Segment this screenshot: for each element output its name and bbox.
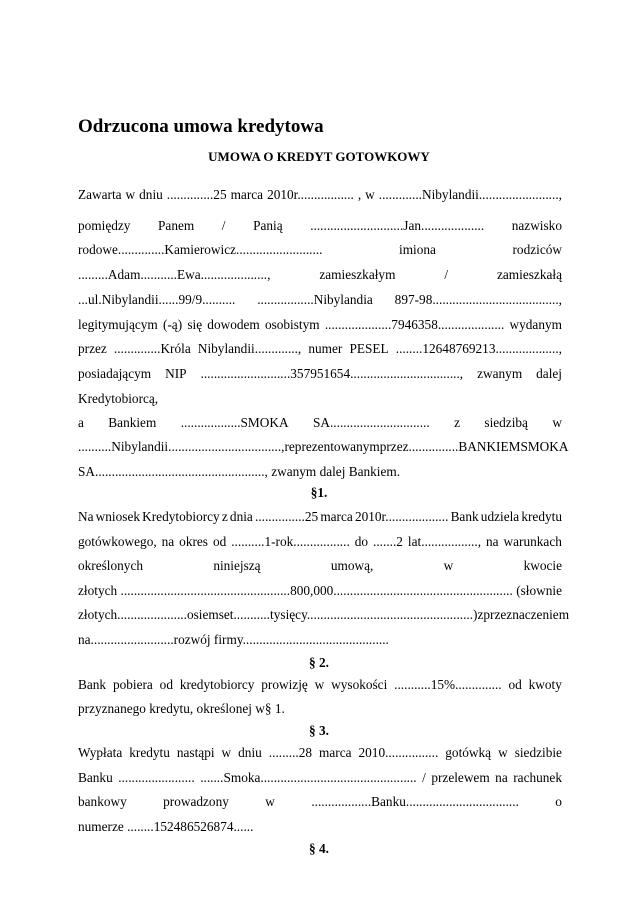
body-word: przez [379, 439, 409, 454]
body-word: kredytu [129, 745, 170, 760]
body-word: dalej [319, 464, 346, 479]
agreement-heading: UMOWA O KREDYT GOTOWKOWY [208, 149, 430, 164]
body-word: Kredytobiorcą, [78, 391, 159, 406]
body-word: umową, [330, 558, 374, 573]
body-word: kwoty [528, 677, 562, 692]
body-line [78, 265, 562, 285]
body-word: gotówką [445, 745, 492, 760]
body-word: z [477, 607, 484, 622]
body-word: 2010................ [358, 745, 439, 760]
body-word: dniu [238, 745, 262, 760]
body-word: zwanym [271, 464, 317, 479]
body-word: ...............BANKIEM [408, 439, 521, 454]
body-word: udziela [480, 509, 520, 524]
body-word: zamieszkałym [319, 267, 396, 282]
body-word: lat................., [407, 534, 482, 549]
body-word: ....................7946358.................... [324, 317, 505, 332]
body-word: numerze [78, 819, 124, 834]
body-word: PESEL [349, 341, 389, 356]
body-word: Wypłata [78, 745, 123, 760]
body-word: rodowe..............Kamierowicz.......................... [78, 242, 323, 257]
body-word: w [552, 415, 562, 430]
body-word: legitymującym [78, 317, 158, 332]
body-line [78, 581, 562, 601]
body-line [78, 185, 562, 205]
body-line [78, 216, 562, 236]
body-word: .................Nibylandia [257, 292, 373, 307]
body-word: pobiera [112, 677, 153, 692]
body-word: się [187, 317, 203, 332]
body-word: w§ [255, 701, 272, 716]
body-word: ........152486526874...... [127, 819, 254, 834]
body-word: złotych [78, 583, 118, 598]
body-word: ...........................357951654................................., [200, 366, 464, 381]
body-line [78, 768, 562, 788]
section-heading: §1. [310, 485, 328, 500]
body-word: 2010r................... [354, 509, 449, 524]
body-word: .....................osiemset...........tysięcy..................................................) [117, 607, 478, 622]
body-word: kwocie [523, 558, 562, 573]
body-word: w [443, 558, 454, 573]
body-line [78, 240, 562, 260]
body-line [78, 413, 562, 433]
body-word: gotówkowego, [78, 534, 157, 549]
body-word: Bankiem. [348, 464, 401, 479]
body-word: z [454, 415, 460, 430]
body-word: na.........................rozwój [78, 632, 211, 647]
body-word: przyznanego [78, 701, 146, 716]
body-word: na [486, 534, 499, 549]
body-word: z [221, 509, 228, 524]
body-line [78, 290, 562, 310]
body-word: nazwisko [511, 218, 562, 233]
body-word: ..........1-rok................. [231, 534, 350, 549]
body-word: ..........Nibylandii.................................., [78, 439, 285, 454]
body-word: marca [320, 509, 353, 524]
body-word: NIP [165, 366, 187, 381]
body-word: prowizję [261, 677, 308, 692]
body-word: dniu [139, 187, 163, 202]
body-word: firmy............................................ [213, 632, 389, 647]
body-line [78, 792, 562, 812]
body-word: .......2 [373, 534, 403, 549]
body-word: od [212, 534, 227, 549]
body-word: siedzibie [514, 745, 562, 760]
body-word: / [444, 267, 449, 282]
body-word: ...ul.Nibylandii......99/9.......... [78, 292, 236, 307]
body-word: rachunek [513, 770, 562, 785]
body-line [78, 389, 562, 409]
body-line [78, 532, 562, 552]
section-heading: § 2. [309, 655, 329, 670]
body-word: zwanym [477, 366, 523, 381]
body-word: w [265, 794, 275, 809]
body-word: marca [230, 187, 264, 202]
body-word: siedzibą [484, 415, 528, 430]
body-word: prowadzony [163, 794, 229, 809]
body-word: / [221, 218, 226, 233]
body-word: dnia [229, 509, 253, 524]
body-word: numer [308, 341, 343, 356]
body-word: okres [179, 534, 208, 549]
body-word: złotych [78, 607, 118, 622]
body-word: 897-98......................................, [394, 292, 562, 307]
body-word: Na [78, 509, 94, 524]
body-word: dowodem [207, 317, 260, 332]
body-word: .......Smoka............................................... [200, 770, 417, 785]
body-word: w [125, 187, 136, 202]
body-word: 2010r................. [267, 187, 354, 202]
body-word: .............Nibylandii........................, [378, 187, 562, 202]
section-heading: § 3. [309, 723, 329, 738]
body-word: SMOKA [520, 439, 569, 454]
body-word: przelewem [431, 770, 490, 785]
body-word: kredytu, [149, 701, 194, 716]
body-word: kredytu [521, 509, 562, 524]
body-word: o [555, 794, 562, 809]
body-word: 1. [274, 701, 285, 716]
body-line [78, 630, 562, 650]
body-word: zamieszkałą [497, 267, 562, 282]
body-word: do [354, 534, 369, 549]
body-line [78, 339, 562, 359]
body-word: od [508, 677, 522, 692]
body-word: SA..................................................., [78, 464, 268, 479]
body-word: imiona [399, 242, 436, 257]
body-word: a [78, 415, 84, 430]
body-line [78, 743, 562, 763]
body-word: kredytobiorcy [179, 677, 255, 692]
body-line [78, 315, 562, 335]
body-word: posiadającym [78, 366, 152, 381]
body-word: niniejszą [213, 558, 261, 573]
body-word: .........28 [268, 745, 313, 760]
section-heading: § 4. [309, 841, 329, 856]
body-word: Bank [78, 677, 107, 692]
body-word: określonych [78, 558, 143, 573]
body-word: Panią [253, 218, 283, 233]
body-word: pomiędzy [78, 218, 131, 233]
body-word: w [221, 745, 232, 760]
body-word: reprezentowanym [284, 439, 380, 454]
body-word: ..............25 [166, 187, 227, 202]
body-word: Banku [78, 770, 113, 785]
body-line [78, 605, 570, 625]
body-word: ....................... [118, 770, 195, 785]
body-word: wniosek [95, 509, 140, 524]
body-word: ..................SMOKA [180, 415, 289, 430]
body-line [78, 507, 562, 527]
body-word: na [495, 770, 508, 785]
body-word: nastąpi [176, 745, 215, 760]
body-word: przez [78, 341, 107, 356]
body-word: Panem [158, 218, 195, 233]
body-line [78, 699, 562, 719]
body-word: marca [319, 745, 352, 760]
body-line [78, 462, 562, 482]
body-word: w [498, 745, 508, 760]
body-word: osobistym [264, 317, 320, 332]
body-word: rodziców [512, 242, 562, 257]
body-word: ............................Jan................... [310, 218, 485, 233]
body-word: ........12648769213..................., [395, 341, 562, 356]
body-word: Bankiem [108, 415, 157, 430]
body-word: warunkach [503, 534, 562, 549]
body-word: dalej [536, 366, 562, 381]
body-word: Kredytobiorcy [142, 509, 220, 524]
body-word: ..................Banku.................................. [311, 794, 519, 809]
body-word: Bank [450, 509, 479, 524]
body-word: w [365, 187, 375, 202]
body-line [78, 364, 562, 384]
body-word: .........Adam...........Ewa...................., [78, 267, 271, 282]
body-word: bankowy [78, 794, 127, 809]
body-line [78, 437, 569, 457]
body-word: (-ą) [162, 317, 183, 332]
document-title: Odrzucona umowa kredytowa [78, 116, 324, 137]
body-word: ..............Króla [113, 341, 191, 356]
body-line [78, 556, 562, 576]
body-word: wysokości [331, 677, 388, 692]
body-word: określonej [196, 701, 252, 716]
body-word: przeznaczeniem [483, 607, 570, 622]
body-word: ...............25 [254, 509, 319, 524]
body-word: w [314, 677, 325, 692]
body-word: na [161, 534, 175, 549]
body-word: Zawarta [78, 187, 122, 202]
body-word: SA.............................. [312, 415, 430, 430]
body-word: , [357, 187, 362, 202]
body-word: wydanym [509, 317, 562, 332]
body-word: ...........15%.............. [394, 677, 502, 692]
body-word: / [422, 770, 426, 785]
body-line [78, 817, 562, 837]
body-word: (słownie [516, 583, 562, 598]
body-word: ...................................................800,000...................................................... [120, 583, 513, 598]
body-word: od [159, 677, 173, 692]
body-word: Nibylandii............., [197, 341, 302, 356]
body-line [78, 675, 562, 695]
